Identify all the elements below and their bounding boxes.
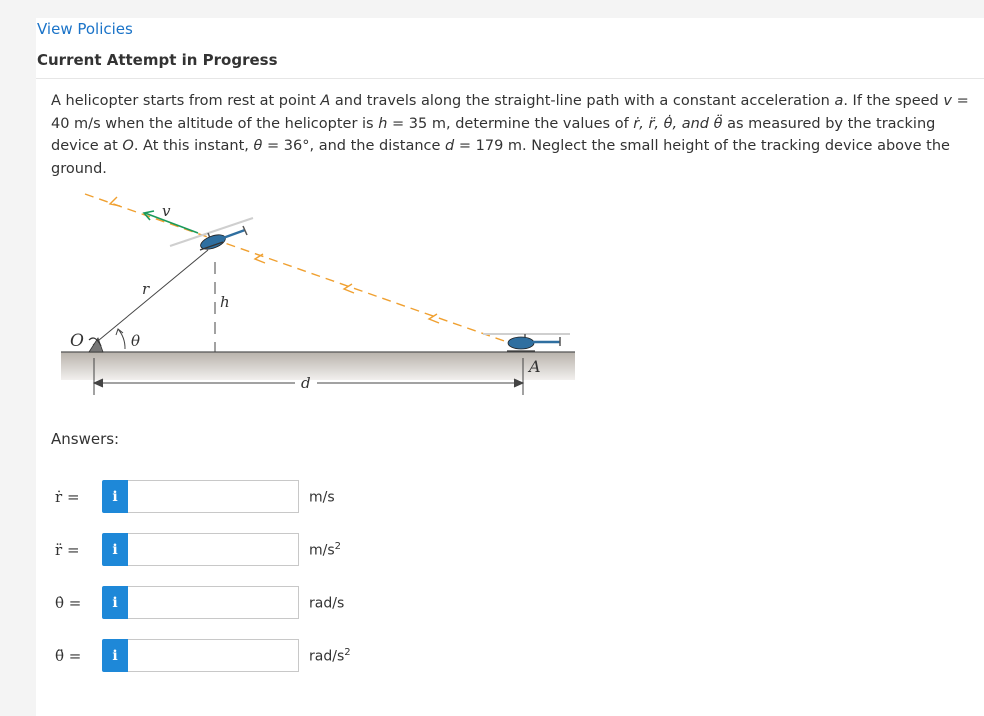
tracking-device-icon xyxy=(89,338,103,352)
symbol-rdot: ṙ = xyxy=(55,488,80,506)
answer-row-rdot xyxy=(55,480,455,513)
symbol-thetaddot: θ̈ = xyxy=(55,647,82,665)
helicopter-figure xyxy=(55,180,585,405)
label-A: A xyxy=(529,357,541,376)
path-arrow-1 xyxy=(110,197,120,206)
info-icon[interactable]: i xyxy=(102,639,128,672)
symbol-thetadot: θ̇ = xyxy=(55,594,82,612)
unit-thetadot: rad/s xyxy=(309,595,345,612)
label-O: O xyxy=(70,331,84,351)
rddot-input[interactable] xyxy=(128,533,299,566)
r-line xyxy=(93,250,208,345)
answer-row-rddot xyxy=(55,533,455,566)
answer-row-thetadot xyxy=(55,586,455,619)
velocity-arrow xyxy=(145,213,198,233)
ground xyxy=(61,352,575,380)
info-icon[interactable]: i xyxy=(102,533,128,566)
path-arrow-2 xyxy=(255,254,265,263)
view-policies-link[interactable]: View Policies xyxy=(37,20,133,38)
label-theta: θ xyxy=(131,332,141,350)
answer-row-thetaddot xyxy=(55,639,455,672)
helicopter-ground-icon xyxy=(483,334,570,351)
symbol-rddot: r̈ = xyxy=(55,541,80,559)
unit-thetaddot: rad/$s^2$ xyxy=(309,647,351,665)
label-d: d xyxy=(301,374,311,392)
info-icon[interactable]: i xyxy=(102,586,128,619)
label-h: h xyxy=(220,293,230,311)
answers-label: Answers: xyxy=(51,430,120,448)
thetadot-input[interactable] xyxy=(128,586,299,619)
divider xyxy=(36,78,984,79)
attempt-status: Current Attempt in Progress xyxy=(37,51,278,69)
unit-rdot: m/s xyxy=(309,489,335,506)
flight-path xyxy=(85,194,510,343)
thetaddot-input[interactable] xyxy=(128,639,299,672)
problem-statement: A helicopter starts from rest at point A and travels along the straight-line path with a constant acceleration a. If the speed v = 40 m/s when the altitude of the helicopter is h = 35 m, determine the values of ṙ, r̈, θ̇, and θ̈ as measured by the tracking device at O. At this instant, θ = 36°, and the distance d = 179 m. Neglect the small height of the tracking device above the ground. xyxy=(51,93,969,177)
rdot-input[interactable] xyxy=(128,480,299,513)
helicopter-airborne-icon xyxy=(170,218,253,252)
info-icon[interactable]: i xyxy=(102,480,128,513)
label-v: v xyxy=(162,202,171,220)
label-r: r xyxy=(142,280,150,298)
unit-rddot: $m/s^2$ xyxy=(309,541,342,559)
